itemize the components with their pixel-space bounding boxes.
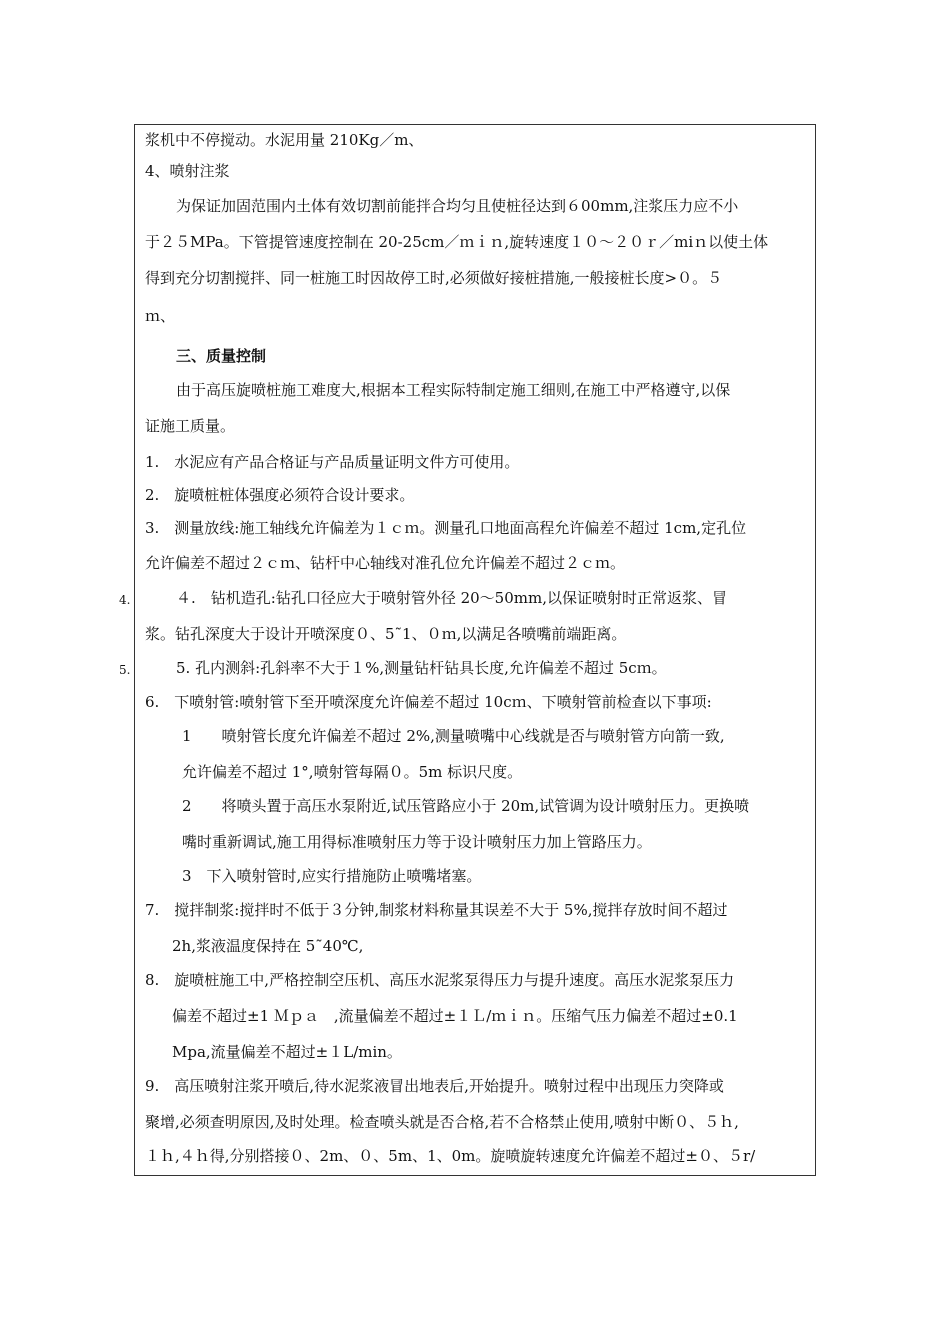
- list-item-6: 6. 下喷射管:喷射管下至开喷深度允许偏差不超过 10cｍ、下喷射管前检查以下事项:: [145, 693, 712, 711]
- list-item-1: 1. 水泥应有产品合格证与产品质量证明文件方可使用。: [145, 453, 520, 471]
- list-item-8-cont-2: Mpa,流量偏差不超过±１L/min。: [172, 1043, 402, 1061]
- sub-item-2-cont: 嘴时重新调试,施工用得标准喷射压力等于设计喷射压力加上管路压力。: [182, 833, 652, 851]
- list-item-4-cont: 浆。钻孔深度大于设计开喷深度０、5˜1、０ｍ,以满足各喷嘴前端距离。: [145, 625, 627, 643]
- list-item-3-cont: 允许偏差不超过２ｃｍ、钻杆中心轴线对准孔位允许偏差不超过２ｃｍ。: [145, 554, 626, 572]
- sub-item-3: 3 下入喷射管时,应实行措施防止喷嘴堵塞。: [182, 867, 482, 885]
- text-line-3: 为保证加固范围内土体有效切割前能拌合均匀且使桩径达到６00mm,注浆压力应不小: [176, 197, 739, 215]
- list-item-8: 8. 旋喷桩施工中,严格控制空压机、高压水泥浆泵得压力与提升速度。高压水泥浆泵压力: [145, 971, 735, 989]
- list-item-5: 5. 孔内测斜:孔斜率不大于１%,测量钻杆钻具长度,允许偏差不超过 5cｍ。: [176, 659, 667, 677]
- text-line-2: 4、喷射注浆: [145, 162, 230, 180]
- list-item-9-cont-2: １ｈ,４ｈ得,分别搭接０、2m、０、5m、1、0m。旋喷旋转速度允许偏差不超过±０、５r/: [145, 1147, 756, 1165]
- text-line-4: 于２５MPa。下管提管速度控制在 20-25cm／ｍｉｎ,旋转速度１０～２０ｒ／miｎ以使土体: [145, 233, 769, 251]
- sub-item-1-cont: 允许偏差不超过 1°,喷射管每隔０。5m 标识尺度。: [182, 763, 523, 781]
- list-item-7: 7. 搅拌制浆:搅拌时不低于３分钟,制浆材料称量其误差不大于 5%,搅拌存放时间不超过: [145, 901, 728, 919]
- sub-item-1: 1 喷射管长度允许偏差不超过 2%,测量喷嘴中心线就是否与喷射管方向箭一致,: [182, 727, 725, 745]
- sub-item-2: 2 将喷头置于高压水泵附近,试压管路应小于 20m,试管调为设计喷射压力。更换喷: [182, 797, 750, 815]
- text-line-5: 得到充分切割搅拌、同一桩施工时因故停工时,必须做好接桩措施,一般接桩长度>０。５: [145, 269, 723, 287]
- text-line-9: 证施工质量。: [145, 417, 236, 435]
- list-item-2: 2. 旋喷桩桩体强度必须符合设计要求。: [145, 486, 415, 504]
- list-item-9: 9. 高压喷射注浆开喷后,待水泥浆液冒出地表后,开始提升。喷射过程中出现压力突降或: [145, 1077, 724, 1095]
- list-item-3: 3. 测量放线:施工轴线允许偏差为１ｃｍ。测量孔口地面高程允许偏差不超过 1cm,定孔位: [145, 519, 747, 537]
- text-line-8: 由于高压旋喷桩施工难度大,根据本工程实际特制定施工细则,在施工中严格遵守,以保: [176, 381, 731, 399]
- section-heading-quality-control: 三、质量控制: [176, 347, 267, 365]
- text-line-6: ｍ、: [145, 307, 176, 325]
- list-item-4: ４. 钻机造孔:钻孔口径应大于喷射管外径 20～50mm,以保证喷射时正常返浆、冒: [176, 589, 727, 607]
- list-item-9-cont-1: 聚增,必须查明原因,及时处理。检查喷头就是否合格,若不合格禁止使用,喷射中断０、５ｈ,: [145, 1113, 739, 1131]
- margin-number-4: 4.: [119, 593, 131, 607]
- list-item-7-cont: 2h,浆液温度保持在 5˜40℃,: [172, 937, 364, 955]
- text-line-1: 浆机中不停搅动。水泥用量 210Kg／m、: [145, 131, 424, 149]
- margin-number-5: 5.: [119, 663, 131, 677]
- list-item-8-cont-1: 偏差不超过±1 Ｍｐａ ,流量偏差不超过±１Ｌ/ｍｉｎ。压缩气压力偏差不超过±0.1: [172, 1007, 738, 1025]
